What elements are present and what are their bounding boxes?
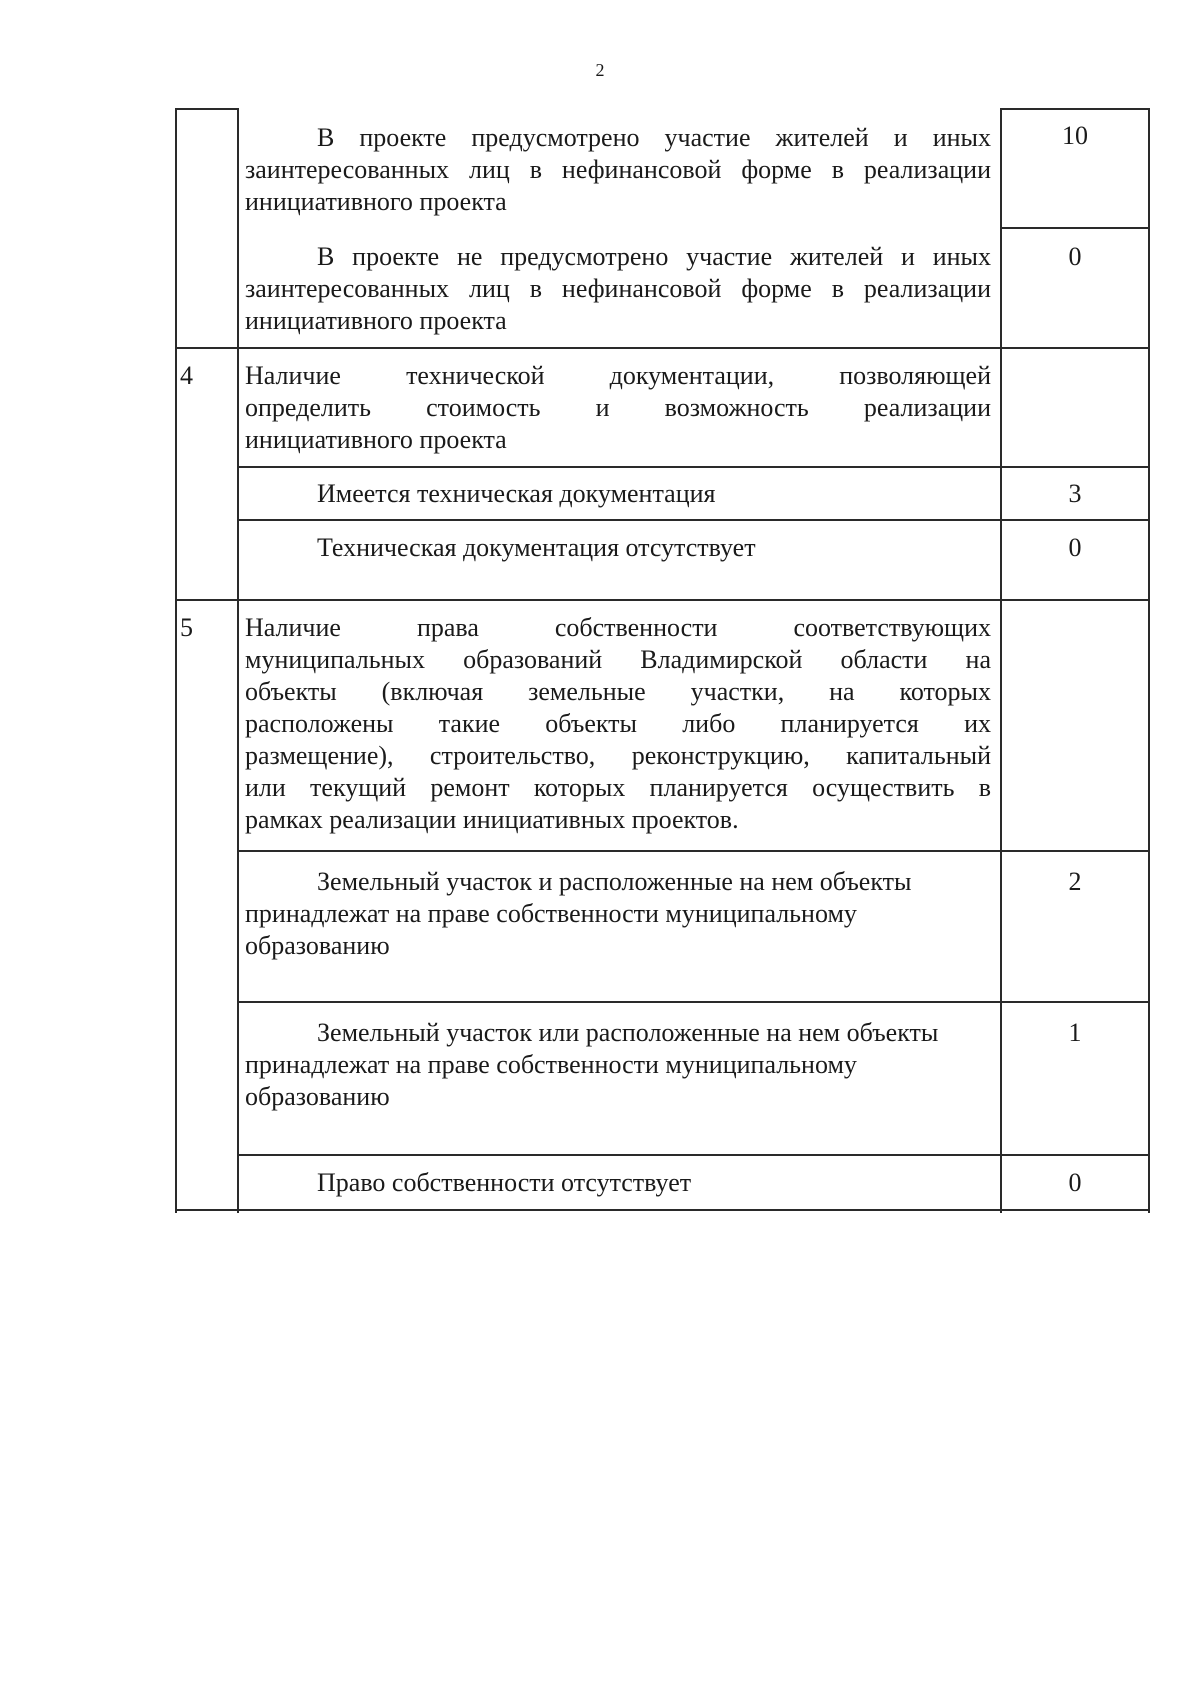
text-line: инициативного проекта bbox=[245, 425, 507, 454]
score-value: 0 bbox=[1068, 1168, 1082, 1197]
row-divider bbox=[175, 599, 1150, 601]
text-line: инициативного проекта bbox=[245, 306, 507, 335]
criterion-text bbox=[245, 612, 991, 836]
text-line: рамках реализации инициативных проектов. bbox=[245, 805, 739, 834]
score-value: 0 bbox=[1068, 242, 1082, 271]
text-line: В проекте предусмотрено участие жителей и иных bbox=[317, 123, 991, 152]
text-line: расположены такие объекты либо планируется их bbox=[245, 709, 991, 738]
text-line: образованию bbox=[245, 1082, 390, 1111]
row-divider bbox=[175, 347, 1150, 349]
text-line: размещение), строительство, реконструкцию, капитальный bbox=[245, 741, 991, 770]
table-border-top-score bbox=[1000, 108, 1150, 110]
criterion-number: 5 bbox=[180, 613, 193, 642]
row-divider bbox=[237, 850, 1150, 852]
score-value: 10 bbox=[1062, 121, 1088, 150]
text-line: Техническая документация отсутствует bbox=[317, 533, 756, 562]
text-line: Земельный участок или расположенные на нем объекты bbox=[317, 1018, 939, 1047]
score-value: 3 bbox=[1068, 479, 1082, 508]
criterion-text bbox=[245, 241, 991, 337]
criterion-text bbox=[245, 122, 991, 218]
text-line: определить стоимость и возможность реализации bbox=[245, 393, 991, 422]
score-value: 2 bbox=[1068, 867, 1082, 896]
criterion-text bbox=[245, 360, 991, 456]
score-value: 1 bbox=[1068, 1018, 1082, 1047]
score-value: 0 bbox=[1068, 533, 1082, 562]
row-divider bbox=[237, 466, 1150, 468]
text-line: Право собственности отсутствует bbox=[317, 1168, 692, 1197]
text-line: Наличие права собственности соответствующих bbox=[245, 613, 991, 642]
criterion-text bbox=[245, 478, 991, 510]
page-number: 2 bbox=[595, 60, 605, 80]
criterion-text bbox=[245, 866, 991, 962]
table-border-top-left bbox=[175, 108, 238, 110]
text-line: Земельный участок и расположенные на нем объекты bbox=[317, 867, 912, 896]
table-border-bottom bbox=[175, 1209, 1150, 1211]
row-divider bbox=[1000, 227, 1150, 229]
row-divider bbox=[237, 1154, 1150, 1156]
text-line: заинтересованных лиц в нефинансовой форме в реализации bbox=[245, 155, 991, 184]
text-line: инициативного проекта bbox=[245, 187, 507, 216]
table-border-col-divider bbox=[237, 108, 239, 1213]
text-line: муниципальных образований Владимирской области на bbox=[245, 645, 991, 674]
table-border-left bbox=[175, 108, 177, 1213]
criterion-number: 4 bbox=[180, 361, 193, 390]
text-line: В проекте не предусмотрено участие жителей и иных bbox=[317, 242, 991, 271]
text-line: или текущий ремонт которых планируется осуществить в bbox=[245, 773, 991, 802]
row-divider bbox=[237, 519, 1150, 521]
row-divider bbox=[237, 1001, 1150, 1003]
text-line: заинтересованных лиц в нефинансовой форме в реализации bbox=[245, 274, 991, 303]
text-line: Имеется техническая документация bbox=[317, 479, 716, 508]
text-line: Наличие технической документации, позволяющей bbox=[245, 361, 991, 390]
text-line: образованию bbox=[245, 931, 390, 960]
text-line: принадлежат на праве собственности муниципальному bbox=[245, 899, 857, 928]
criterion-text bbox=[245, 1017, 991, 1113]
criterion-text bbox=[245, 1167, 991, 1199]
text-line: объекты (включая земельные участки, на которых bbox=[245, 677, 991, 706]
text-line: принадлежат на праве собственности муниципальному bbox=[245, 1050, 857, 1079]
criterion-text bbox=[245, 532, 991, 564]
